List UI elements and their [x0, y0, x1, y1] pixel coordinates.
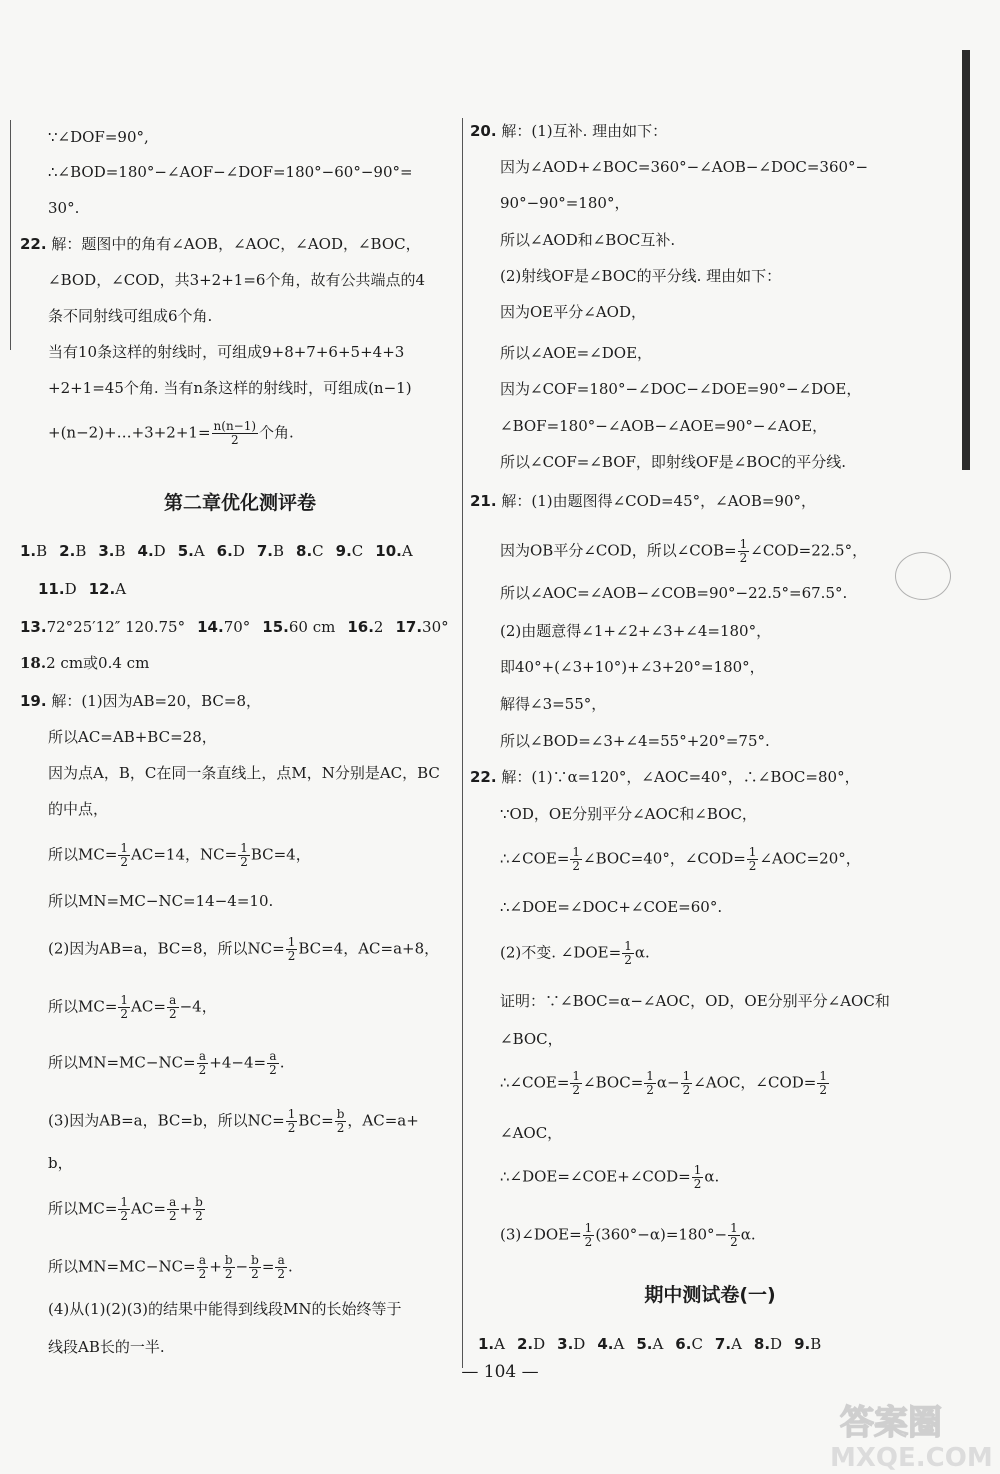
text-line: 当有10条这样的射线时，可组成9+8+7+6+5+4+3	[48, 343, 405, 361]
text-line: ∴∠COE= $\frac{1}{2}$ ∠BOC=40°，∠COD= $\frac{1}{2}$ ∠AOC=20°，	[500, 845, 861, 873]
answer-item	[517, 1333, 545, 1355]
answer-value: A	[115, 580, 127, 598]
question-number: 20.	[470, 122, 497, 140]
fraction: $\frac{n(n-1)}{2}$	[213, 419, 257, 447]
question-number: 13.	[20, 618, 47, 636]
text-line: 所以AC=AB+BC=28，	[48, 728, 217, 746]
question-number: 2.	[516, 1335, 534, 1353]
question-number: 22.	[470, 768, 497, 786]
answer-value: D	[770, 1335, 783, 1353]
question-number: 5.	[177, 542, 194, 560]
text-line: 因为OB平分∠COD，所以∠COB= $\frac{1}{2}$ ∠COD=22.5°，	[500, 537, 868, 565]
text-line	[48, 420, 294, 447]
question-22-right	[470, 766, 860, 788]
question-number: 3.	[557, 1335, 574, 1353]
text-line: 因为点A，B，C在同一条直线上，点M，N分别是AC，BC	[48, 764, 440, 782]
text-line: (4)从(1)(2)(3)的结果中能得到线段MN的长始终等于	[48, 1300, 402, 1318]
answer-value: D	[232, 542, 245, 560]
question-number: 9.	[794, 1335, 811, 1353]
watermark-url: MXQE.COM	[830, 1443, 993, 1470]
text: 解：(1)∵α=120°，∠AOC=40°，∴∠BOC=80°，	[501, 768, 860, 786]
answer-value: B	[272, 542, 285, 560]
question-number: 4.	[137, 542, 154, 560]
text-line: 所以∠AOD和∠BOC互补.	[500, 231, 676, 249]
text-line: ∴∠DOE=∠COE+∠COD= $\frac{1}{2}$ α.	[500, 1163, 720, 1191]
question-number: 6.	[675, 1335, 692, 1353]
answer-value: B	[114, 542, 126, 560]
text-line: 的中点，	[48, 800, 109, 818]
text-line: (2)由题意得∠1+∠2+∠3+∠4=180°，	[500, 622, 772, 640]
answer-value: A	[193, 542, 205, 560]
answer-value: 2	[373, 618, 384, 636]
text-line: (2)不变. ∠DOE= $\frac{1}{2}$ α.	[500, 939, 650, 967]
watermark-text: 答案圈	[840, 1403, 942, 1443]
answer-item	[478, 1333, 505, 1355]
answer-item	[20, 540, 47, 562]
text-line: 所以∠COF=∠BOF，即射线OF是∠BOC的平分线.	[500, 453, 847, 471]
text-line: (2)射线OF是∠BOC的平分线. 理由如下：	[500, 267, 782, 285]
answer-value: A	[731, 1335, 742, 1353]
question-number: 9.	[335, 542, 352, 560]
text-line: (3)∠DOE= $\frac{1}{2}$ (360°−α)=180°− $\frac{1}{2}$ α.	[500, 1221, 756, 1249]
question-19	[20, 690, 261, 712]
text-line: 所以MC= $\frac{1}{2}$ AC= $\frac{a}{2}$ −4，	[48, 993, 217, 1021]
text: +(n−2)+…+3+2+1=	[48, 423, 211, 442]
answer-value: 30°	[422, 618, 449, 636]
question-number: 15.	[262, 618, 289, 636]
text-line: ∠BOD，∠COD，共3+2+1=6个角，故有公共端点的4	[48, 271, 425, 289]
question-number: 8.	[296, 542, 313, 560]
text-line: 因为∠AOD+∠BOC=360°−∠AOB−∠DOC=360°−	[500, 158, 869, 176]
answer-item	[89, 578, 126, 600]
text-line: (2)因为AB=a，BC=8，所以NC= $\frac{1}{2}$ BC=4，AC=a+8，	[48, 935, 440, 963]
question-21	[470, 490, 816, 512]
answer-item	[138, 540, 166, 562]
answer-item	[217, 540, 245, 562]
answer-row	[38, 578, 138, 600]
question-number: 4.	[597, 1335, 614, 1353]
answer-item	[636, 1333, 663, 1355]
answer-item	[262, 616, 335, 638]
left-column	[0, 0, 468, 1365]
answer-item	[347, 616, 383, 638]
answer-item	[38, 578, 77, 600]
text-line: b，	[48, 1154, 73, 1172]
text: 解：题图中的角有∠AOB，∠AOC，∠AOD，∠BOC，	[51, 235, 421, 253]
chapter-title: 第二章优化测评卷	[163, 492, 316, 514]
question-number: 10.	[375, 542, 402, 560]
answer-value: D	[64, 580, 77, 598]
text-line: 所以MN=MC−NC= $\frac{a}{2}$ +4−4= $\frac{a}{2}$ .	[48, 1049, 285, 1077]
text-line: (3)因为AB=a，BC=b，所以NC= $\frac{1}{2}$ BC= $\frac{b}{2}$ ，AC=a+	[48, 1107, 419, 1135]
right-column	[470, 0, 970, 1365]
answer-item	[395, 616, 448, 638]
text-line: 所以∠BOD=∠3+∠4=55°+20°=75°.	[500, 732, 770, 750]
text-line: 因为∠COF=180°−∠DOC−∠DOE=90°−∠DOE，	[500, 380, 862, 398]
answer-item	[296, 540, 324, 562]
answer-value: A	[652, 1335, 664, 1353]
answer-item	[98, 540, 125, 562]
question-20	[470, 120, 667, 142]
answer-item	[557, 1333, 585, 1355]
text: 解：(1)由题图得∠COD=45°，∠AOB=90°，	[501, 492, 817, 510]
text-line: 90°−90°=180°，	[500, 194, 630, 212]
answer-value: 60 cm	[288, 618, 336, 636]
question-number: 12.	[88, 580, 116, 598]
answer-value: A	[401, 542, 413, 560]
text-line: 所以∠AOE=∠DOE，	[500, 344, 653, 362]
answer-value: D	[533, 1335, 546, 1353]
text-line: 线段AB长的一半.	[48, 1338, 165, 1356]
question-number: 1.	[478, 1335, 495, 1353]
text-line: ∴∠DOE=∠DOC+∠COE=60°.	[500, 898, 723, 916]
answer-value: B	[36, 542, 48, 560]
answer-value: B	[75, 542, 87, 560]
stamp-seal	[895, 552, 951, 600]
text-line: ∠BOF=180°−∠AOB−∠AOE=90°−∠AOE，	[500, 417, 828, 435]
text-line: ∵∠DOF=90°,	[48, 128, 149, 146]
answer-value: D	[573, 1335, 586, 1353]
text-line: +2+1=45个角. 当有n条这样的射线时，可组成(n−1)	[48, 379, 412, 397]
answer-item	[59, 540, 86, 562]
question-number: 8.	[753, 1335, 771, 1353]
text-line: 所以MN=MC−NC= $\frac{a}{2}$ + $\frac{b}{2}$ − $\frac{b}{2}$ = $\frac{a}{2}$ .	[48, 1253, 293, 1281]
answer-item	[375, 540, 412, 562]
answer-item	[20, 616, 185, 638]
text-line: 条不同射线可组成6个角.	[48, 307, 213, 325]
question-number: 16.	[347, 618, 374, 636]
answer-row	[20, 616, 461, 638]
question-number: 5.	[636, 1335, 653, 1353]
midterm-title: 期中测试卷(一)	[644, 1284, 776, 1306]
text-line: ∠BOC，	[500, 1030, 563, 1048]
page-number: — 104 —	[461, 1362, 539, 1382]
answer-row	[478, 1333, 833, 1355]
text-line: 因为OE平分∠AOD，	[500, 303, 646, 321]
text-line: ∠AOC，	[500, 1124, 563, 1142]
answer-row	[20, 540, 425, 562]
question-number: 7.	[714, 1335, 732, 1353]
answer-value: A	[494, 1335, 505, 1353]
answer-value: C	[351, 542, 364, 560]
answer-item	[675, 1333, 703, 1355]
answer-value: C	[312, 542, 324, 560]
question-number: 14.	[197, 618, 224, 636]
text-line: 证明：∵∠BOC=α−∠AOC，OD，OE分别平分∠AOC和	[500, 992, 890, 1010]
question-22	[20, 233, 421, 255]
answer-item	[178, 540, 205, 562]
question-number: 7.	[256, 542, 273, 560]
text-line: 30°.	[48, 199, 80, 217]
question-number: 18.	[20, 654, 47, 672]
answer-value: 70°	[223, 618, 251, 636]
answer-item	[794, 1333, 821, 1355]
answer-item	[257, 540, 284, 562]
answer-18	[20, 652, 149, 674]
question-number: 22.	[20, 235, 47, 253]
question-number: 19.	[20, 692, 47, 710]
answer-value: C	[691, 1335, 703, 1353]
text-line: ∴∠BOD=180°−∠AOF−∠DOF=180°−60°−90°=	[48, 163, 413, 181]
answer-value: A	[613, 1335, 625, 1353]
text-line: ∴∠COE= $\frac{1}{2}$ ∠BOC= $\frac{1}{2}$ α− $\frac{1}{2}$ ∠AOC，∠COD= $\frac{1}{2}$	[500, 1069, 828, 1097]
text: 个角.	[259, 423, 294, 442]
answer-value: 72°25′12″ 120.75°	[46, 618, 186, 636]
text: 解：(1)互补. 理由如下：	[501, 122, 668, 140]
question-number: 2.	[59, 542, 76, 560]
text-line: 所以MN=MC−NC=14−4=10.	[48, 892, 274, 910]
answer-value: B	[810, 1335, 822, 1353]
question-number: 6.	[216, 542, 233, 560]
text-line: 即40°+(∠3+10°)+∠3+20°=180°，	[500, 658, 765, 676]
question-number: 1.	[20, 542, 37, 560]
text-line: 解得∠3=55°，	[500, 695, 607, 713]
text-line: ∵OD，OE分别平分∠AOC和∠BOC，	[500, 805, 757, 823]
text: 解：(1)因为AB=20，BC=8，	[51, 692, 262, 710]
answer-item	[197, 616, 250, 638]
answer-item	[336, 540, 364, 562]
answer-item	[597, 1333, 624, 1355]
question-number: 11.	[38, 580, 65, 598]
answer-item	[715, 1333, 742, 1355]
text-line: 所以MC= $\frac{1}{2}$ AC= $\frac{a}{2}$ + $\frac{b}{2}$	[48, 1195, 203, 1223]
answer-item	[754, 1333, 782, 1355]
text-line: 所以MC= $\frac{1}{2}$ AC=14，NC= $\frac{1}{2}$ BC=4，	[48, 841, 311, 869]
question-number: 3.	[98, 542, 115, 560]
question-number: 21.	[470, 492, 497, 510]
watermark-logo	[820, 1390, 1000, 1470]
answer-value: 2 cm或0.4 cm	[46, 654, 150, 672]
question-number: 17.	[395, 618, 423, 636]
answer-value: D	[153, 542, 166, 560]
text-line: 所以∠AOC=∠AOB−∠COB=90°−22.5°=67.5°.	[500, 584, 848, 602]
